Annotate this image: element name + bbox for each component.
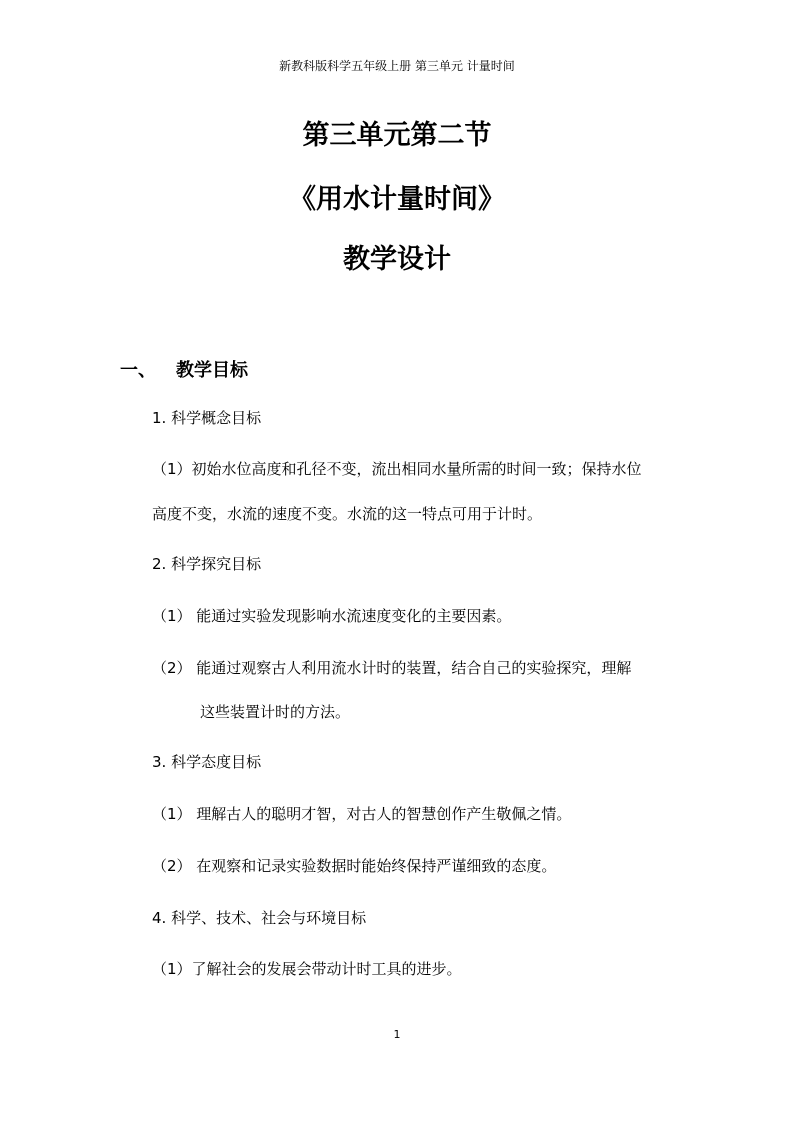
- title-line-1: 第三单元第二节: [302, 120, 492, 151]
- goal-item-text: 这些装置计时的方法。: [200, 703, 351, 721]
- goal-item-text: 高度不变，水流的速度不变。水流的这一特点可用于计时。: [152, 505, 543, 523]
- goal-item-text: （1） 理解古人的聪明才智，对古人的智慧创作产生敬佩之情。: [152, 805, 572, 823]
- section-title: 教学目标: [176, 360, 248, 381]
- goal-item-text: （1）初始水位高度和孔径不变，流出相同水量所需的时间一致；保持水位: [152, 460, 642, 478]
- title-line-2: 《用水计量时间》: [289, 184, 505, 215]
- section-heading: [120, 356, 248, 382]
- goal-heading-inquiry: 2. 科学探究目标: [152, 555, 262, 573]
- page-header: 新教科版科学五年级上册 第三单元 计量时间: [279, 59, 515, 73]
- goal-heading-stse: 4. 科学、技术、社会与环境目标: [152, 909, 367, 927]
- goal-item-text: （2） 能通过观察古人利用流水计时的装置，结合自己的实验探究，理解: [152, 659, 632, 677]
- page-number: 1: [393, 1028, 401, 1041]
- title-line-3: 教学设计: [343, 244, 451, 275]
- goal-heading-attitude: 3. 科学态度目标: [152, 753, 262, 771]
- section-number: 一、: [120, 360, 156, 381]
- goal-item-text: （2） 在观察和记录实验数据时能始终保持严谨细致的态度。: [152, 857, 557, 875]
- goal-heading-concept: 1. 科学概念目标: [152, 409, 262, 427]
- goal-item-text: （1）了解社会的发展会带动计时工具的进步。: [152, 960, 462, 978]
- goal-item-text: （1） 能通过实验发现影响水流速度变化的主要因素。: [152, 607, 512, 625]
